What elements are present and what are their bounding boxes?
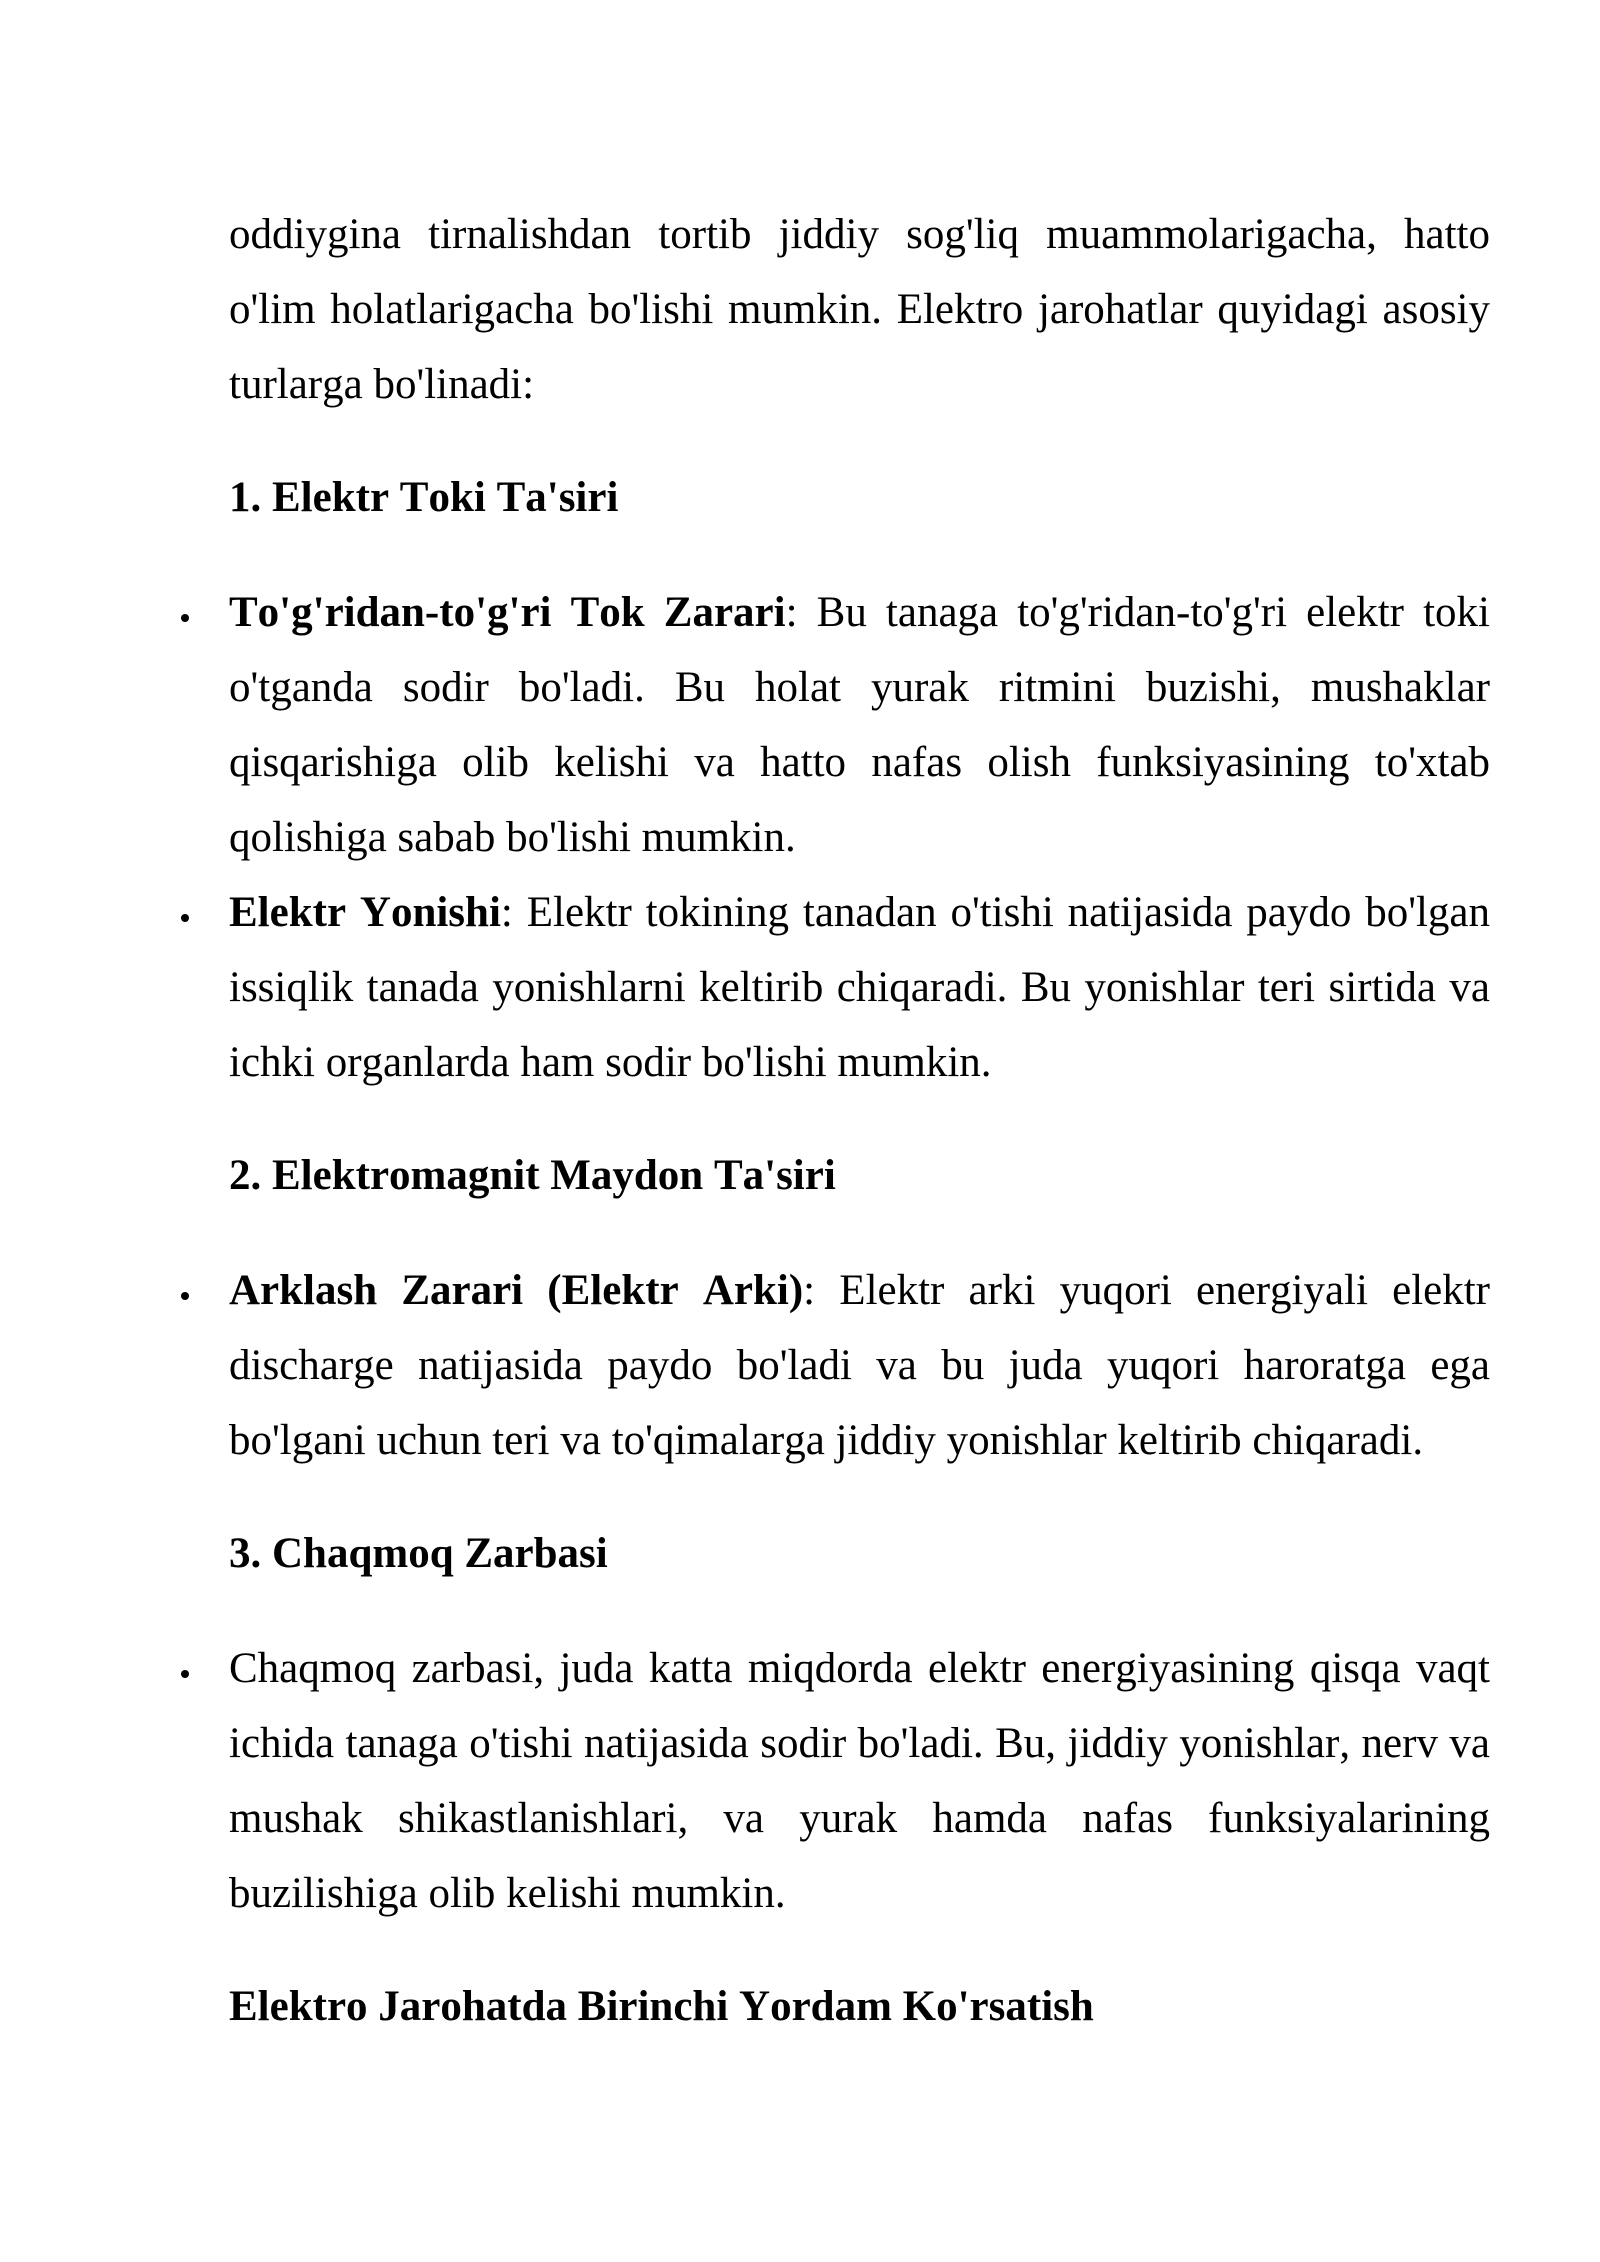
- bullet-list: [229, 575, 1490, 1100]
- item-text: : Elektr arki yuqori energiyali elektr: [803, 1267, 1490, 1314]
- text-line: turlarga bo'linadi:: [229, 361, 535, 408]
- text-line: bo'lgani uchun teri va to'qimalarga jiddiy yonishlar keltirib chiqaradi.: [229, 1417, 1424, 1464]
- text-line: issiqlik tanada yonishlarni keltirib chiqaradi. Bu yonishlar teri sirtida va: [229, 964, 1490, 1011]
- list-item: [229, 575, 1490, 875]
- item-term: To'g'ridan-to'g'ri Tok Zarari: [229, 589, 786, 636]
- list-item: [229, 1631, 1490, 1931]
- text-line: ichki organlarda ham sodir bo'lishi mumkin.: [229, 1039, 992, 1086]
- section-heading: Elektro Jarohatda Birinchi Yordam Ko'rsatish: [229, 1983, 1094, 2030]
- section-heading: 1. Elektr Toki Ta'siri: [229, 474, 619, 521]
- list-item: [229, 875, 1490, 1100]
- text-line: ichida tanaga o'tishi natijasida sodir bo'ladi. Bu, jiddiy yonishlar, nerv va: [229, 1720, 1490, 1767]
- intro-paragraph: [229, 197, 1490, 422]
- section-lightning-strike: [229, 1516, 1490, 1931]
- item-term: Elektr Yonishi: [229, 889, 501, 936]
- text-line: Chaqmoq zarbasi, juda katta miqdorda elektr energiyasining qisqa vaqt: [229, 1645, 1490, 1692]
- text-line: o'tganda sodir bo'ladi. Bu holat yurak ritmini buzishi, mushaklar: [229, 664, 1490, 711]
- text-line: [229, 575, 1490, 650]
- text-line: buzilishiga olib kelishi mumkin.: [229, 1870, 786, 1917]
- section-electromagnetic-field: [229, 1138, 1490, 1478]
- bullet-list: [229, 1631, 1490, 1931]
- bullet-icon: [181, 614, 189, 622]
- text-line: mushak shikastlanishlari, va yurak hamda nafas funksiyalarining: [229, 1795, 1490, 1842]
- bullet-icon: [181, 1292, 189, 1300]
- section-heading: 3. Chaqmoq Zarbasi: [229, 1530, 608, 1577]
- bullet-icon: [181, 914, 189, 922]
- item-term: Arklash Zarari (Elektr Arki): [229, 1267, 804, 1314]
- document-body: [229, 197, 1490, 2084]
- item-text: : Bu tanaga to'g'ridan-to'g'ri elektr toki: [785, 589, 1490, 636]
- section-first-aid: [229, 1969, 1490, 2044]
- text-line: discharge natijasida paydo bo'ladi va bu juda yuqori haroratga ega: [229, 1342, 1490, 1389]
- text-line: o'lim holatlarigacha bo'lishi mumkin. Elektro jarohatlar quyidagi asosiy: [229, 286, 1490, 333]
- item-text: : Elektr tokining tanadan o'tishi natijasida paydo bo'lgan: [500, 889, 1490, 936]
- text-line: [229, 875, 1490, 950]
- text-line: qisqarishiga olib kelishi va hatto nafas olish funksiyasining to'xtab: [229, 739, 1490, 786]
- list-item: [229, 1253, 1490, 1478]
- section-electric-current: [229, 460, 1490, 1100]
- section-heading: 2. Elektromagnit Maydon Ta'siri: [229, 1152, 836, 1199]
- text-line: [229, 1253, 1490, 1328]
- text-line: qolishiga sabab bo'lishi mumkin.: [229, 814, 796, 861]
- bullet-list: [229, 1253, 1490, 1478]
- bullet-icon: [181, 1670, 189, 1678]
- text-line: oddiygina tirnalishdan tortib jiddiy sog'liq muammolarigacha, hatto: [229, 211, 1490, 258]
